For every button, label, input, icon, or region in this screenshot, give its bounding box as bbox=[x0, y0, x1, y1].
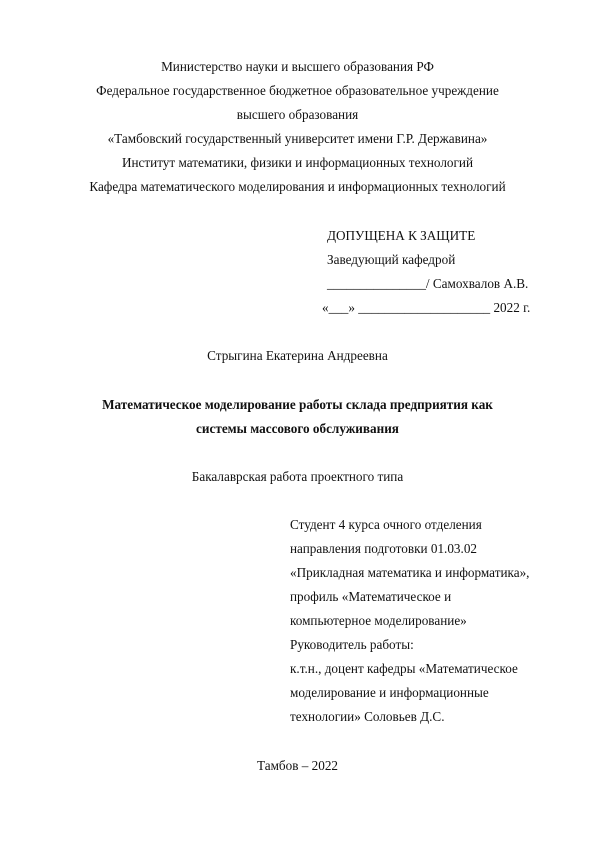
author-name: Стрыгина Екатерина Андреевна bbox=[207, 348, 388, 363]
city-year: Тамбов – 2022 bbox=[256, 758, 339, 773]
supervisor-info-line: технологии» Соловьев Д.С. bbox=[290, 709, 445, 724]
student-info-line: Студент 4 курса очного отделения bbox=[290, 517, 482, 532]
student-info-line: направления подготовки 01.03.02 bbox=[290, 541, 478, 556]
department-line: Кафедра математического моделирования и информационных технологий bbox=[89, 179, 506, 194]
approval-position: Заведующий кафедрой bbox=[327, 252, 456, 267]
approval-title: ДОПУЩЕНА К ЗАЩИТЕ bbox=[327, 228, 476, 243]
approval-date-line: «___» ____________________ 2022 г. bbox=[322, 300, 531, 315]
thesis-title-line-2: системы массового обслуживания bbox=[196, 421, 399, 436]
student-info-line: профиль «Математическое и bbox=[290, 589, 452, 604]
supervisor-label: Руководитель работы: bbox=[290, 637, 414, 652]
institution-type-line: Федеральное государственное бюджетное образовательное учреждение bbox=[96, 83, 499, 98]
thesis-type: Бакалаврская работа проектного типа bbox=[191, 469, 404, 484]
approval-signature-line: _______________/ Самохвалов А.В. bbox=[327, 276, 529, 291]
university-name-line: «Тамбовский государственный университет имени Г.Р. Державина» bbox=[107, 131, 488, 146]
supervisor-info-line: моделирование и информационные bbox=[290, 685, 489, 700]
institute-line: Институт математики, физики и информационных технологий bbox=[121, 155, 474, 170]
education-level-line: высшего образования bbox=[236, 107, 359, 122]
student-info-line: «Прикладная математика и информатика», bbox=[290, 565, 530, 580]
supervisor-info-line: к.т.н., доцент кафедры «Математическое bbox=[290, 661, 518, 676]
thesis-title-line-1: Математическое моделирование работы склада предприятия как bbox=[102, 397, 493, 412]
student-info-line: компьютерное моделирование» bbox=[290, 613, 467, 628]
ministry-line: Министерство науки и высшего образования РФ bbox=[161, 59, 434, 74]
